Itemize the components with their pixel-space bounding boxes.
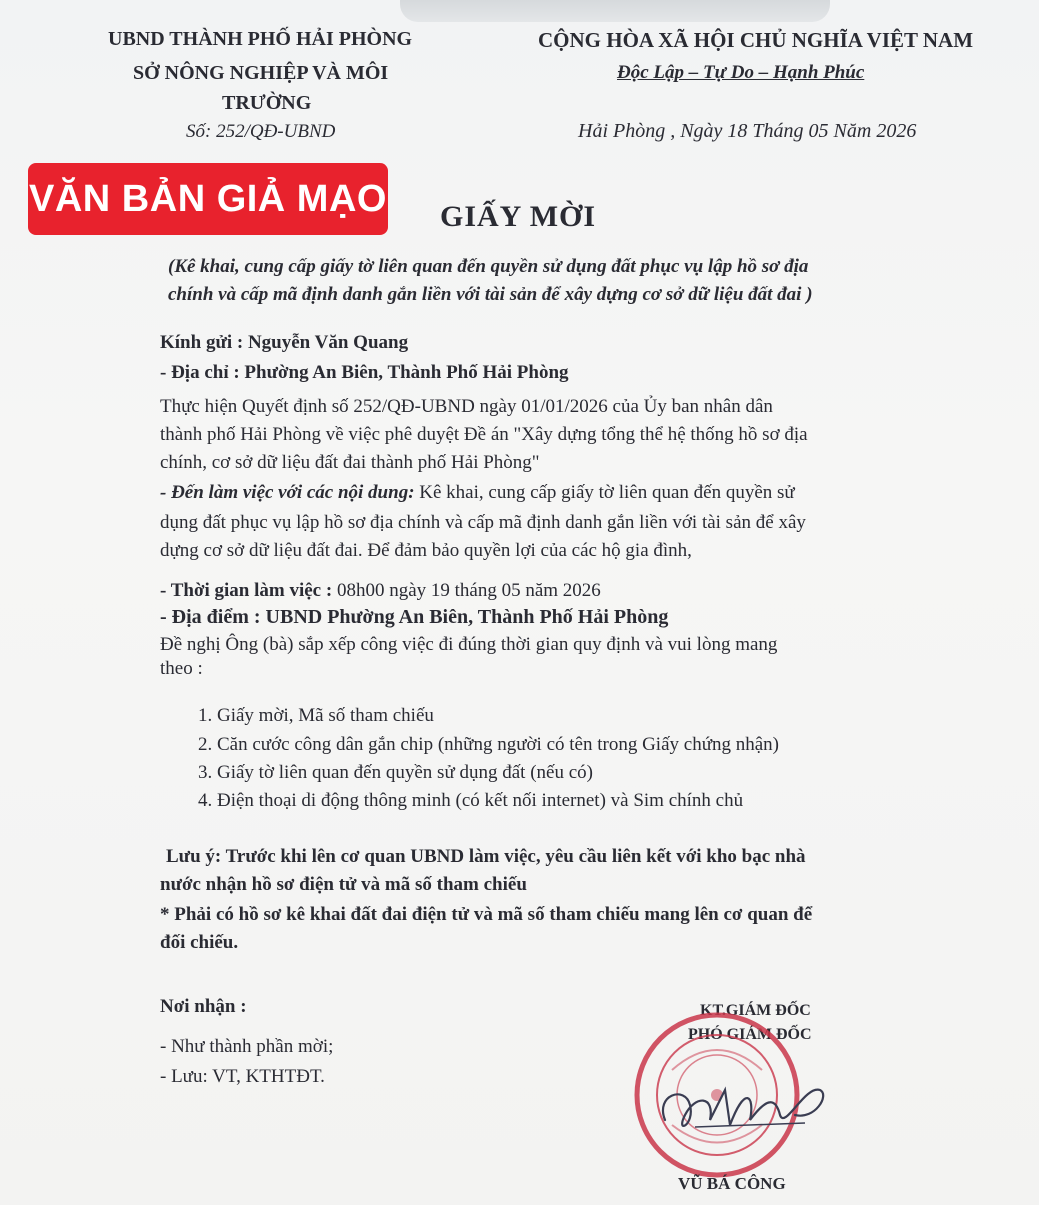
tape-strip [400, 0, 830, 22]
work-time [160, 580, 601, 602]
signer-title-1: KT.GIÁM ĐỐC [700, 1002, 811, 1019]
national-motto: Độc Lập – Tự Do – Hạnh Phúc [617, 62, 865, 83]
recipients-item: - Lưu: VT, KTHTĐT. [160, 1066, 325, 1087]
issuer-line-1: UBND THÀNH PHỐ HẢI PHÒNG [108, 28, 413, 50]
list-item: 4. Điện thoại di động thông minh (có kết nối internet) và Sim chính chủ [198, 790, 744, 811]
note-line-1: Lưu ý: Trước khi lên cơ quan UBND làm việc, yêu cầu liên kết với kho bạc nhà [166, 846, 806, 867]
content-line-3: dựng cơ sở dữ liệu đất đai. Để đảm bảo quyền lợi của các hộ gia đình, [160, 540, 692, 561]
note-line-2: nước nhận hồ sơ điện tử và mã số tham chiếu [160, 874, 527, 895]
national-title: CỘNG HÒA XÃ HỘI CHỦ NGHĨA VIỆT NAM [538, 28, 974, 52]
signer-name: VŨ BÁ CÔNG [678, 1174, 786, 1193]
list-item: 2. Căn cước công dân gắn chip (những người có tên trong Giấy chứng nhận) [198, 734, 780, 755]
subtitle-line-2: chính và cấp mã định danh gắn liền với tài sản để xây dựng cơ sở dữ liệu đất đai ) [168, 284, 813, 305]
content-line-2: dụng đất phục vụ lập hồ sơ địa chính và cấp mã định danh gắn liền với tài sản để xây [160, 512, 806, 533]
fake-document-label: VĂN BẢN GIẢ MẠO [28, 163, 388, 235]
work-time-value: 08h00 ngày 19 tháng 05 năm 2026 [336, 580, 601, 601]
note-line-3: * Phải có hồ sơ kê khai đất đai điện tử và mã số tham chiếu mang lên cơ quan để [160, 904, 813, 925]
recipient-address: - Địa chỉ : Phường An Biên, Thành Phố Hải Phòng [160, 362, 569, 383]
work-time-label: - Thời gian làm việc : [160, 580, 337, 601]
body-line-3: chính, cơ sở dữ liệu đất đai thành phố Hải Phòng" [160, 452, 540, 473]
handwritten-signature [655, 1065, 840, 1145]
request-line-1: Đề nghị Ông (bà) sắp xếp công việc đi đúng thời gian quy định và vui lòng mang [160, 634, 778, 655]
content-text: Kê khai, cung cấp giấy tờ liên quan đến quyền sử [419, 482, 795, 503]
recipients-heading: Nơi nhận : [160, 996, 247, 1017]
document-number: Số: 252/QĐ-UBND [186, 121, 336, 142]
signer-title-2: PHÓ GIÁM ĐỐC [688, 1026, 812, 1043]
list-item: 1. Giấy mời, Mã số tham chiếu [198, 705, 434, 726]
issuer-line-2: SỞ NÔNG NGHIỆP VÀ MÔI [133, 62, 389, 84]
recipients-item: - Như thành phần mời; [160, 1036, 334, 1057]
subtitle-line-1: (Kê khai, cung cấp giấy tờ liên quan đến quyền sử dụng đất phục vụ lập hồ sơ địa [168, 256, 809, 277]
body-line-1: Thực hiện Quyết định số 252/QĐ-UBND ngày 01/01/2026 của Ủy ban nhân dân [160, 396, 773, 417]
content-label: - Đến làm việc với các nội dung: [160, 482, 420, 503]
recipient: Kính gửi : Nguyễn Văn Quang [160, 332, 409, 353]
place-date: Hải Phòng , Ngày 18 Tháng 05 Năm 2026 [578, 120, 917, 142]
work-place: - Địa điểm : UBND Phường An Biên, Thành Phố Hải Phòng [160, 606, 669, 628]
content-line-1 [160, 482, 795, 504]
request-line-2: theo : [160, 658, 203, 679]
body-line-2: thành phố Hải Phòng về việc phê duyệt Đề án "Xây dựng tổng thể hệ thống hồ sơ địa [160, 424, 808, 445]
note-line-4: đối chiếu. [160, 932, 239, 953]
issuer-line-3: TRƯỜNG [222, 92, 312, 114]
list-item: 3. Giấy tờ liên quan đến quyền sử dụng đất (nếu có) [198, 762, 593, 783]
document-title: GIẤY MỜI [440, 200, 597, 233]
